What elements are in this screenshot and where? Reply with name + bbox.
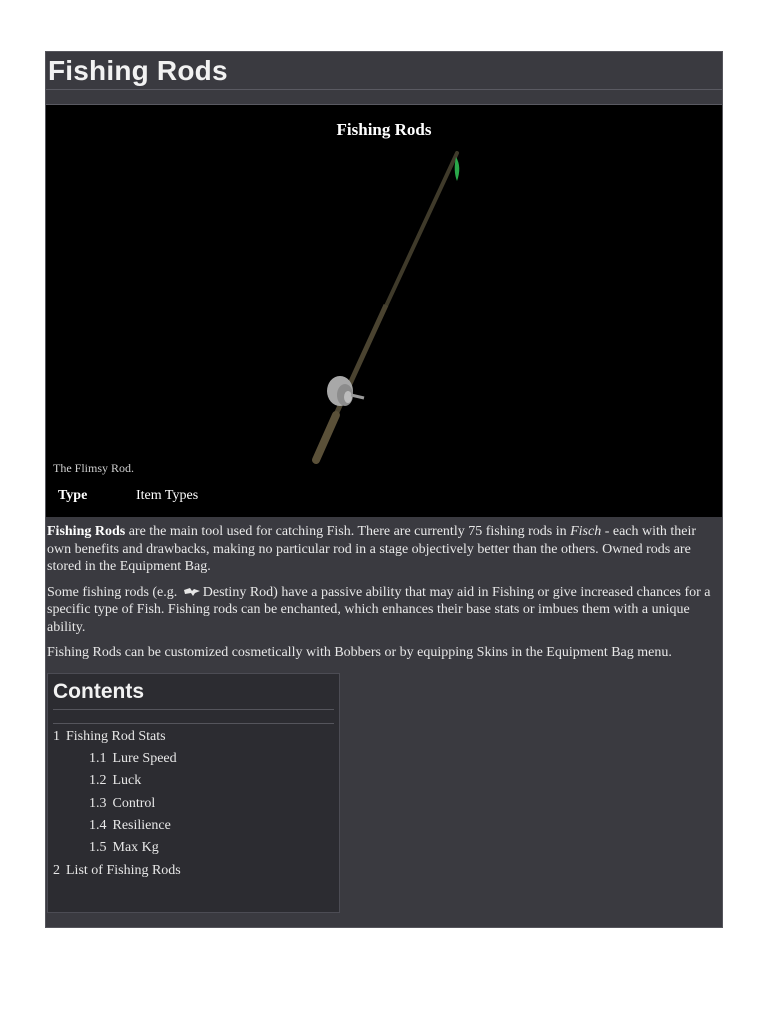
text-span: are the main tool used for catching Fish. There are currently 75 fishing rods in: [125, 524, 571, 539]
image-caption: The Flimsy Rod.: [53, 461, 135, 475]
text-span: Some fishing rods (e.g.: [47, 584, 181, 600]
toc-item-number: 2: [53, 862, 60, 878]
infobox-title: Fishing Rods: [336, 120, 432, 139]
toc-item-number: 1.5: [89, 840, 107, 856]
article-page: [45, 51, 723, 928]
table-of-contents: [47, 673, 340, 913]
destiny-rod-link[interactable]: Destiny Rod: [202, 584, 274, 600]
toc-item-label: Luck: [112, 773, 142, 789]
toc-item-number: 1.4: [89, 818, 107, 834]
intro-paragraph-3: Fishing Rods can be customized cosmetically with Bobbers or by equipping Skins in the Equipment Bag menu.: [47, 645, 672, 660]
infobox: [46, 105, 722, 517]
toc-item-label: List of Fishing Rods: [66, 862, 181, 878]
toc-item-number: 1.2: [89, 773, 107, 789]
toc-item-label: Control: [112, 795, 156, 811]
intro-paragraph-1: [47, 523, 721, 576]
toc-item-label: Fishing Rod Stats: [66, 728, 166, 744]
toc-item[interactable]: [53, 815, 334, 837]
page-title: Fishing Rods: [48, 55, 228, 86]
article-body: [46, 523, 722, 662]
destiny-rod-icon: [183, 587, 201, 597]
toc-item[interactable]: [53, 770, 334, 792]
fishing-rod-image: [46, 105, 722, 517]
intro-paragraph-2: [47, 584, 721, 637]
text-span: ) have a passive ability that may aid in Fishing or give increased chances for a specific type of Fish. Fishing rods can be enchanted, which enhances their base stats or imbues them with a unique ability.: [47, 584, 711, 635]
toc-title: Contents: [53, 678, 334, 710]
title-bar: [46, 52, 722, 90]
toc-item[interactable]: [53, 748, 334, 770]
toc-item[interactable]: [53, 860, 334, 882]
title-underline: [46, 90, 722, 105]
text-span: - each with their own benefits and drawbacks, making no particular rod in a stage objectively better than the others. Owned rods are stored in the Equipment Bag.: [47, 524, 697, 574]
toc-item-number: 1.3: [89, 795, 107, 811]
toc-item-number: 1.1: [89, 750, 107, 766]
type-label: Type: [58, 488, 88, 503]
toc-item-label: Resilience: [112, 818, 171, 834]
toc-item-number: 1: [53, 728, 60, 744]
infobox-type-row: [58, 488, 198, 504]
toc-item[interactable]: [53, 726, 334, 748]
toc-item-label: Max Kg: [112, 840, 159, 856]
type-value-link[interactable]: Item Types: [136, 488, 199, 503]
toc-item-label: Lure Speed: [112, 750, 177, 766]
toc-divider: [53, 710, 334, 724]
bold-term: Fishing Rods: [47, 524, 126, 539]
toc-list: [53, 726, 334, 883]
toc-item[interactable]: [53, 793, 334, 815]
toc-item[interactable]: [53, 837, 334, 859]
fisch-link[interactable]: Fisch: [570, 524, 602, 539]
